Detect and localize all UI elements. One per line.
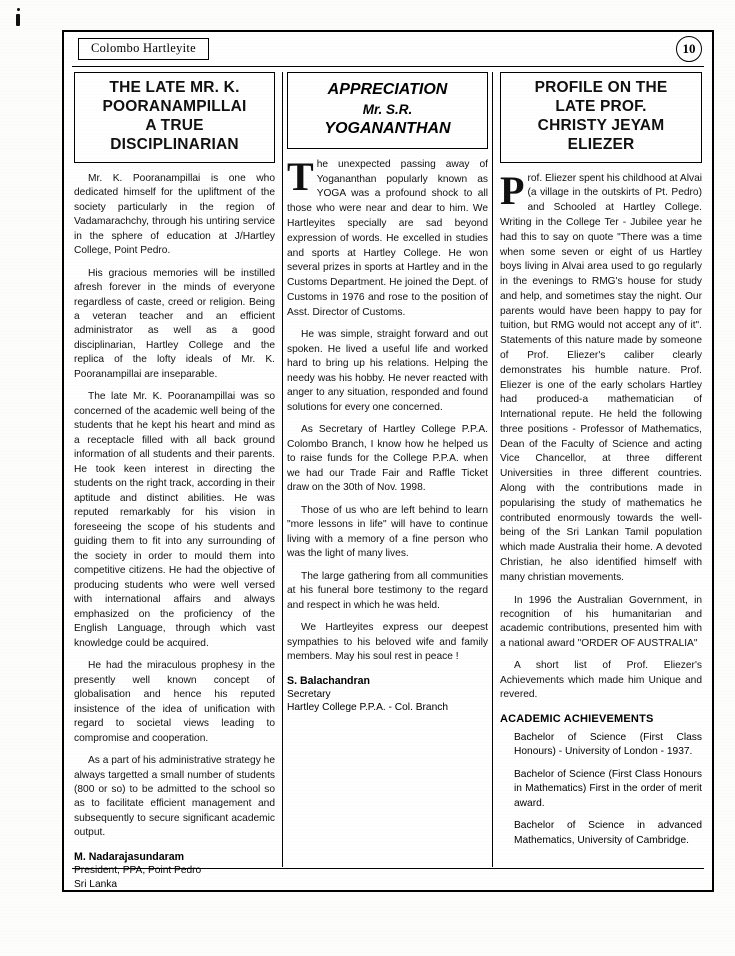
article-paragraph: He had the miraculous prophesy in the presently well known concept of globalisation and hence his reputed insistence of the idea of unification with regard to societal views leading to compromise and cooperation. xyxy=(74,660,275,744)
article-headline-eliezer xyxy=(500,72,702,163)
signature-role: Secretary xyxy=(287,688,331,700)
page-number-badge: 10 xyxy=(676,36,702,62)
signature-name: S. Balachandran xyxy=(287,674,371,687)
headline-line: APPRECIATION xyxy=(327,81,448,98)
article-lead-paragraph xyxy=(287,153,488,321)
article-paragraph: As a part of his administrative strategy he always targetted a small number of students (800 or so) to be admitted to the school so as to facilitate efficient management and subsequently to secure significant academic output. xyxy=(74,755,275,839)
achievement-item: Bachelor of Science (First Class Honours in Mathematics) First in the order of merit award. xyxy=(514,768,702,809)
headline-line: CHRISTY JEYAM xyxy=(537,116,665,134)
lead-paragraph-text: rof. Eliezer spent his childhood at Alvai (a village in the outskirts of Pt. Pedro) and Schooled at Hartley College. Writing in the College Ter - Jubilee year he had this to say on quote "There was a time when some seven or eight of us Hartley boys living in Alvai area used to go regularly in the evenings to RMG's house for study and help, and sometimes stay the night. Our parents would have been happy to pay for tuition, but RMG would not accept any of it". Statements of this nature made by someone of Prof. Eliezer's caliber clearly demonstrates his humble nature. Prof. Eliezer is one of the early scholars Hartley had produced-a mathematician of International repute. He held the following three positions - Professor of Mathematics, Dean of the Faculty of Science and acting Vice Chancellor, at three different Universities in three different countries. Along with the contributions made in popularising the study of mathematics he contributed enormously towards the well- being of the Sri Lankan Tamil population which made Australia their home. A devoted Christian, he also identified himself with many christian movements. xyxy=(500,172,702,583)
article-paragraph: Those of us who are left behind to learn "more lessons in life" will have to continue living with a memory of a fine person who was the light of many lives. xyxy=(287,504,488,560)
headline-line: Mr. S.R. xyxy=(362,101,413,117)
article-columns xyxy=(74,72,702,891)
headline-line: LATE PROF. xyxy=(555,97,647,115)
scan-artifact-dot xyxy=(17,8,20,11)
signature-name: M. Nadarajasundaram xyxy=(74,850,185,863)
drop-cap: T xyxy=(287,153,314,199)
headline-line: ELIEZER xyxy=(567,135,635,153)
article-headline-pooranampillai xyxy=(74,72,275,163)
headline-line: POORANAMPILLAI xyxy=(102,97,247,115)
article-paragraph: A short list of Prof. Eliezer's Achievements which made him Unique and revered. xyxy=(500,660,702,701)
headline-line: YOGANANTHAN xyxy=(324,120,451,138)
signature-role: President, PPA, Point Pedro xyxy=(74,864,202,876)
headline-line: THE LATE MR. K. xyxy=(109,79,240,96)
article-column-middle xyxy=(287,72,488,891)
drop-cap: P xyxy=(500,167,525,213)
header-divider xyxy=(72,66,704,67)
lead-paragraph-text: he unexpected passing away of Yogananthan popularly known as YOGA was a profound shock to all those who were near and dear to him. We Hartleyites specially are sad beyond expression of words. He excelled in studies and sports at Hartley College. He won several prizes in sports at Hartley and in the Customs Department. He joined the Dept. of Customs in 1976 and rose to the position of Asst. Director of Customs. xyxy=(287,158,488,318)
article-column-right xyxy=(500,72,702,891)
article-paragraph: The large gathering from all communities at his funeral bore testimony to the regard and respect in which he was held. xyxy=(287,570,488,611)
article-paragraph: His gracious memories will be instilled afresh forever in the minds of everyone regardless of caste, creed or religion. Being a veteran teacher and an efficient administrator as well as a good disciplinarian, Hartley College and the replica of the lofty ideals of Mr. K. Pooranampillai are inseparable. xyxy=(74,267,275,380)
page-frame xyxy=(62,30,714,892)
article-headline-yogananthan xyxy=(287,72,488,149)
achievement-item: Bachelor of Science in advanced Mathematics, University of Cambridge. xyxy=(514,820,702,846)
signature-role: Hartley College P.P.A. - Col. Branch xyxy=(287,702,449,714)
article-paragraph: In 1996 the Australian Government, in recognition of his humanitarian and academic contributions, presented him with a national award "ORDER OF AUSTRALIA" xyxy=(500,594,702,649)
scan-artifact-mark xyxy=(16,14,20,26)
masthead-title: Colombo Hartleyite xyxy=(78,38,209,60)
headline-line: A TRUE xyxy=(145,116,204,134)
article-paragraph: As Secretary of Hartley College P.P.A. Colombo Branch, I know how he helped us to raise funds for the College P.P.A. when we had our Trade Fair and Raffle Ticket draw on the 30th of Nov. 1998. xyxy=(287,424,488,494)
section-subheading: ACADEMIC ACHIEVEMENTS xyxy=(500,712,654,725)
article-paragraph: We Hartleyites express our deepest sympathies to his beloved wife and family members. May his soul rest in peace ! xyxy=(287,622,488,663)
article-column-left xyxy=(74,72,275,891)
article-lead-paragraph xyxy=(500,167,702,586)
article-paragraph: He was simple, straight forward and out spoken. He lived a useful life and worked hard to bring up his relations. Helping the needy was his hobby. He never reacted with anger to any situation, responded and found solutions for every one concerned. xyxy=(287,329,488,413)
headline-line: PROFILE ON THE xyxy=(534,79,668,96)
article-paragraph: Mr. K. Pooranampillai is one who dedicated himself for the upliftment of the society particularly in the region of Vadamarachchy, through his untiring service in the sphere of education at J/Hartley College, Point Pedro. xyxy=(74,172,275,257)
article-signature xyxy=(74,851,275,892)
achievement-item: Bachelor of Science (First Class Honours) - University of London - 1937. xyxy=(514,731,702,758)
article-signature xyxy=(287,675,488,716)
article-paragraph: The late Mr. K. Pooranampillai was so concerned of the academic well being of the students that he kept his heart and mind as a receptacle filled with all back ground information of all students and their parents. He took keen interest in directing the students on the right track, according in their aptitude and distinct abilities. He was reputed remarkably for his vision in foreseeing the scope of his students and guiding them to fit into any surrounding of the society in order to mould them into competitive citizens. He had the objective of producing students who were well versed with international affairs and always emphasized on the proficiency of the English Language, through which vast knowledge could be acquired. xyxy=(74,391,275,649)
headline-line: DISCIPLINARIAN xyxy=(110,135,239,153)
signature-role: Sri Lanka xyxy=(74,878,118,890)
